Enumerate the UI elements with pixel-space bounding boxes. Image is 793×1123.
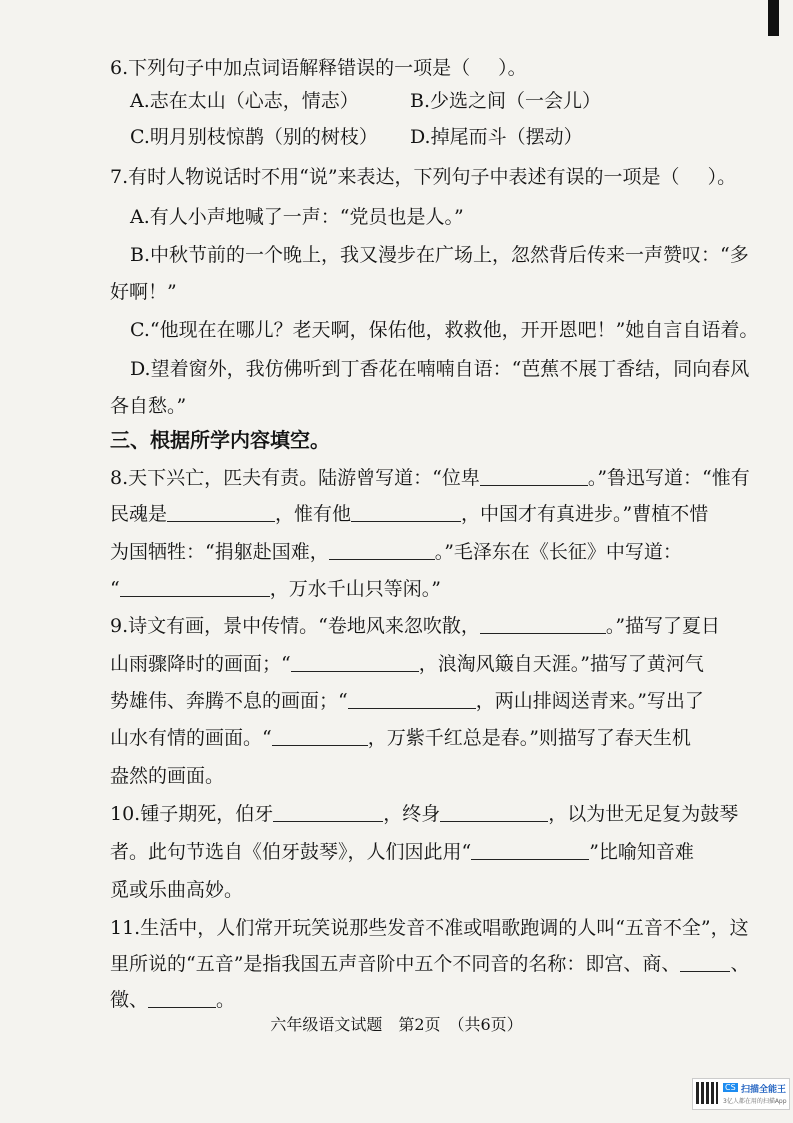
q8-line2 [110,500,708,528]
q8-text: ，中国才有真进步。”曹植不惜 [461,503,709,525]
q8-line1 [110,464,750,492]
q8-text: ，万水千山只等闲。” [269,578,441,600]
q6-stem [110,54,527,82]
cs-logo-icon: CS [725,1083,736,1092]
q7-option-d-line1: D.望着窗外，我仿佛听到丁香花在喃喃自语：“芭蕉不展丁香结，同向春风 [130,358,750,380]
q10-text: ”比喻知音难 [589,841,694,863]
q9-text: 山雨骤降时的画面；“ [110,653,291,675]
q8-line3 [110,538,682,566]
answer-blank[interactable] [273,801,383,822]
q6-option-c: C.明月别枝惊鹊（别的树枝） [130,126,378,148]
answer-blank[interactable] [471,839,589,860]
q8-text: 。”鲁迅写道：“惟有 [587,467,750,489]
q11-text: 、 [730,953,750,975]
q9-text: ，浪淘风簸自天涯。”描写了黄河气 [418,653,704,675]
answer-blank[interactable] [680,951,730,972]
scan-edge-mark [768,0,779,36]
scanner-badge-subtitle: 3亿人都在用的扫描App [723,1098,787,1105]
q10-text: 者。此句节选自《伯牙鼓琴》，人们因此用“ [110,841,472,863]
q10-line1 [110,800,738,828]
answer-blank[interactable] [272,725,368,746]
q7-option-c: C.“他现在在哪儿？老天啊，保佑他，救救他，开开恩吧！”她自言自语着。 [130,319,759,341]
answer-blank[interactable] [480,613,606,634]
answer-blank[interactable] [351,501,461,522]
answer-blank[interactable] [148,987,216,1008]
q9-text: 山水有情的画面。“ [110,727,272,749]
qr-code-icon [696,1082,718,1104]
q9-text: 势雄伟、奔腾不息的画面；“ [110,690,348,712]
q9-line2 [110,650,704,678]
q8-text: ，惟有他 [275,503,352,525]
answer-blank[interactable] [167,501,275,522]
q11-line3 [110,986,235,1014]
q8-line4 [110,575,441,603]
q10-line2 [110,838,694,866]
q7-stem-text: 7.有时人物说话时不用“说”来表达，下列句子中表述有误的一项是（ [110,166,680,188]
q7-option-b-line2: 好啊！” [110,281,177,303]
q7-option-b-line1: B.中秋节前的一个晚上，我又漫步在广场上，忽然背后传来一声赞叹：“多 [130,244,749,266]
q9-text: ，万紫千红总是春。”则描写了春天生机 [367,727,691,749]
q9-line1 [110,612,720,640]
q10-text: 10.锺子期死，伯牙 [110,803,274,825]
answer-blank[interactable] [348,688,476,709]
q6-option-d: D.掉尾而斗（摆动） [410,126,583,148]
q8-text: 民魂是 [110,503,168,525]
q9-line3 [110,687,704,715]
q8-text: 为国牺牲：“捐躯赴国难， [110,541,329,563]
q7-option-d-line2: 各自愁。” [110,395,187,417]
page-footer: 六年级语文试题 第2页 （共6页） [270,1015,523,1034]
q11-line2 [110,950,749,978]
q8-text: “ [110,578,120,600]
answer-blank[interactable] [480,465,588,486]
q10-text: ，终身 [383,803,441,825]
q7-option-a: A.有人小声地喊了一声：“党员也是人。” [130,206,464,228]
q6-option-b: B.少选之间（一会儿） [410,90,602,112]
answer-blank[interactable] [291,651,419,672]
answer-blank[interactable] [120,576,270,597]
answer-blank[interactable] [440,801,548,822]
q11-text: 里所说的“五音”是指我国五声音阶中五个不同音的名称：即宫、商、 [110,953,681,975]
q10-text: ，以为世无足复为鼓琴 [548,803,739,825]
q11-line1: 11.生活中，人们常开玩笑说那些发音不准或唱歌跑调的人叫“五音不全”，这 [110,917,749,939]
q10-line3: 觅或乐曲高妙。 [110,879,244,901]
q6-stem-text: 6.下列句子中加点词语解释错误的一项是（ [110,57,471,79]
q8-text: 8.天下兴亡，匹夫有责。陆游曾写道：“位卑 [110,467,480,489]
q9-text: 。”描写了夏日 [605,615,721,637]
q6-option-a: A.志在太山（心志，情志） [130,90,359,112]
q9-text: 9.诗文有画，景中传情。“卷地风来忽吹散， [110,615,480,637]
q6-stem-end: ）。 [498,57,527,79]
q9-line4 [110,724,691,752]
q11-text: 徵、 [110,989,149,1011]
q7-stem-end: ）。 [707,166,737,188]
answer-blank[interactable] [329,539,435,560]
q9-text: ，两山排闼送青来。”写出了 [475,690,704,712]
q8-text: 。”毛泽东在《长征》中写道： [434,541,682,563]
q9-line5: 盎然的画面。 [110,765,225,787]
q11-text: 。 [216,989,236,1011]
scanner-watermark-badge [692,1078,790,1110]
q7-stem [110,163,736,191]
section-heading: 三、根据所学内容填空。 [110,428,330,452]
scanner-badge-title: 扫描全能王 [741,1085,787,1095]
